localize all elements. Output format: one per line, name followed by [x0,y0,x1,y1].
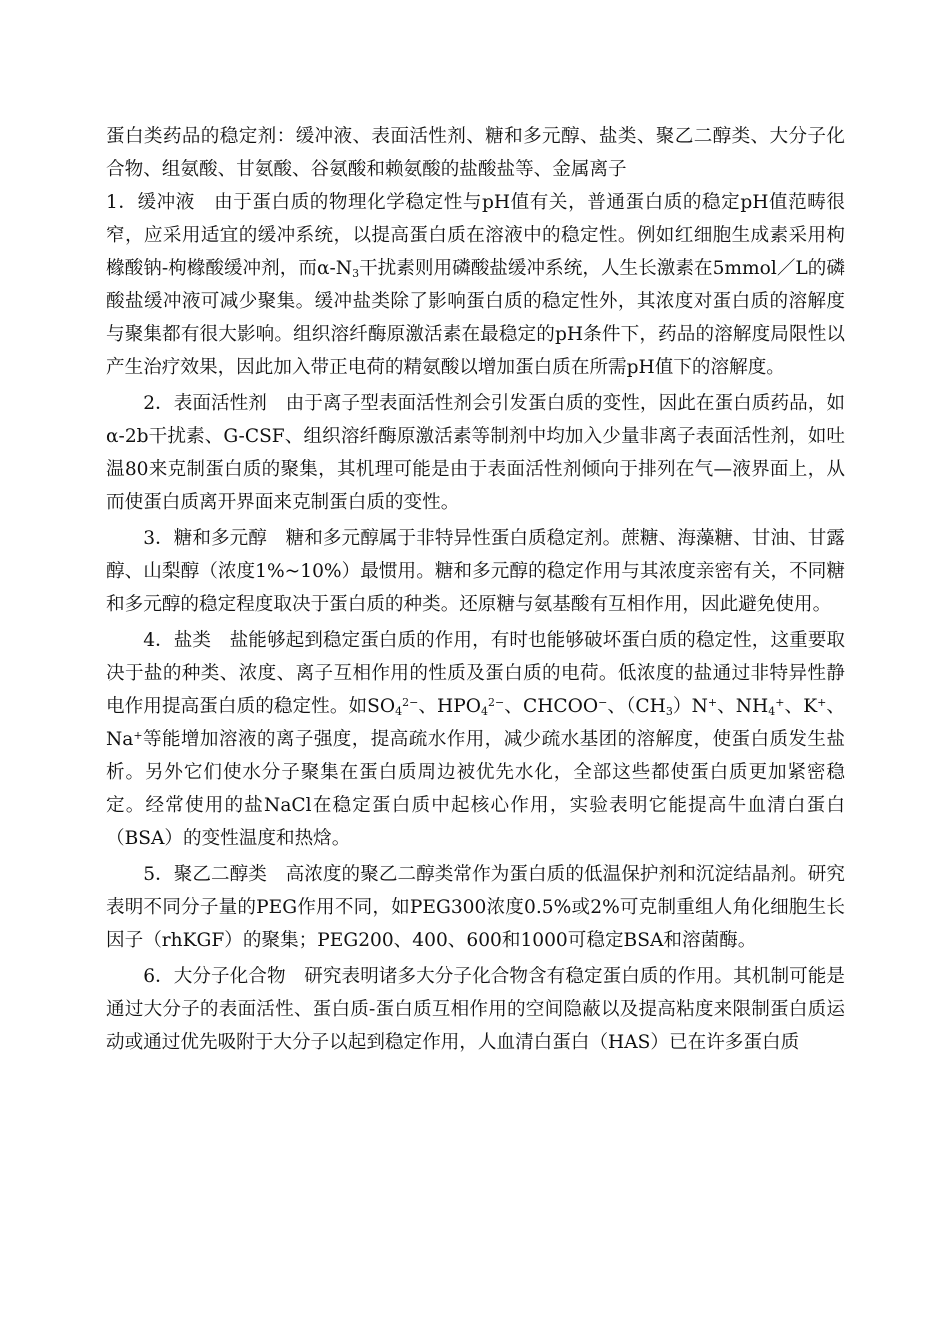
section-2-surfactant: 2．表面活性剂 由于离子型表面活性剂会引发蛋白质的变性，因此在蛋白质药品，如α-2b干扰素、G-CSF、组织溶纤酶原激活素等制剂中均加入少量非离子表面活性剂，如吐温80来克制蛋白质的聚集，其机理可能是由于表面活性剂倾向于排列在气—液界面上，从而使蛋白质离开界面来克制蛋白质的变性。 [106,393,845,513]
section-4-text-h: 、Na [106,696,845,750]
superscript: + [707,696,718,709]
intro-paragraph: 蛋白类药品的稳定剂：缓冲液、表面活性剂、糖和多元醇、盐类、聚乙二醇类、大分子化合物、组氨酸、甘氨酸、谷氨酸和赖氨酸的盐酸盐等、金属离子 [106,126,845,180]
subscript: 4 [481,705,489,718]
superscript: 2− [402,696,419,709]
section-4-text-d: 、（CH [607,696,666,717]
section-4-text-a: 4．盐类 盐能够起到稳定蛋白质的作用，有时也能够破坏蛋白质的稳定性，这重要取决于盐的种类、浓度、离子互相作用的性质及蛋白质的电荷。低浓度的盐通过非特异性静电作用提高蛋白质的稳定性。如SO [106,630,845,717]
superscript: − [598,696,608,709]
subscript: 3 [352,267,360,280]
superscript: + [133,729,143,742]
section-5-peg: 5．聚乙二醇类 高浓度的聚乙二醇类常作为蛋白质的低温保护剂和沉淀结晶剂。研究表明不同分子量的PEG作用不同，如PEG300浓度0.5%或2%可克制重组人角化细胞生长因子（rhKGF）的聚集；PEG200、400、600和1000可稳定BSA和溶菌酶。 [106,864,845,951]
section-3-sugars-polyols: 3．糖和多元醇 糖和多元醇属于非特异性蛋白质稳定剂。蔗糖、海藻糖、甘油、甘露醇、山梨醇（浓度1%~10%）最惯用。糖和多元醇的稳定作用与其浓度亲密有关，不同糖和多元醇的稳定程度取决于蛋白质的种类。还原糖与氨基酸有互相作用，因此避免使用。 [106,528,845,615]
section-4-text-g: 、K [784,696,818,717]
section-4-text-b: 、HPO [418,696,482,717]
subscript: 4 [768,705,776,718]
section-1-text-a: 1．缓冲液 由于蛋白质的物理化学稳定性与pH值有关，普通蛋白质的稳定pH值范畴很窄，应采用适宜的缓冲系统，以提高蛋白质在溶液中的稳定性。例如红细胞生成素采用枸橼酸钠-枸橼酸缓冲剂，而α-N [106,192,845,279]
section-4-text-f: 、NH [717,696,769,717]
section-4-text-e: ）N [672,696,708,717]
section-4-text-i: 等能增加溶液的离子强度，提高疏水作用，减少疏水基团的溶解度，使蛋白质发生盐析。另外它们使水分子聚集在蛋白质周边被优先水化，全部这些都使蛋白质更加紧密稳定。经常使用的盐NaCl在稳定蛋白质中起核心作用，实验表明它能提高牛血清白蛋白（BSA）的变性温度和热焓。 [106,729,845,849]
superscript: + [775,696,785,709]
section-1-buffer [106,186,845,384]
subscript: 3 [665,705,673,718]
superscript: + [817,696,827,709]
section-1-text-b: 干扰素则用磷酸盐缓冲系统，人生长激素在5mmol／L的磷酸盐缓冲液可减少聚集。缓冲盐类除了影响蛋白质的稳定性外，其浓度对蛋白质的溶解度与聚集都有很大影响。组织溶纤酶原激活素在最稳定的pH条件下，药品的溶解度局限性以产生治疗效果，因此加入带正电荷的精氨酸以增加蛋白质在所需pH值下的溶解度。 [106,258,845,378]
subscript: 4 [395,705,403,718]
superscript: 2− [488,696,505,709]
section-4-salts [106,624,845,855]
section-4-text-c: 、CHCOO [504,696,599,717]
section-6-macromolecules: 6．大分子化合物 研究表明诸多大分子化合物含有稳定蛋白质的作用。其机制可能是通过大分子的表面活性、蛋白质-蛋白质互相作用的空间隐蔽以及提高粘度来限制蛋白质运动或通过优先吸附于大分子以起到稳定作用，人血清白蛋白（HAS）已在许多蛋白质 [106,966,845,1053]
